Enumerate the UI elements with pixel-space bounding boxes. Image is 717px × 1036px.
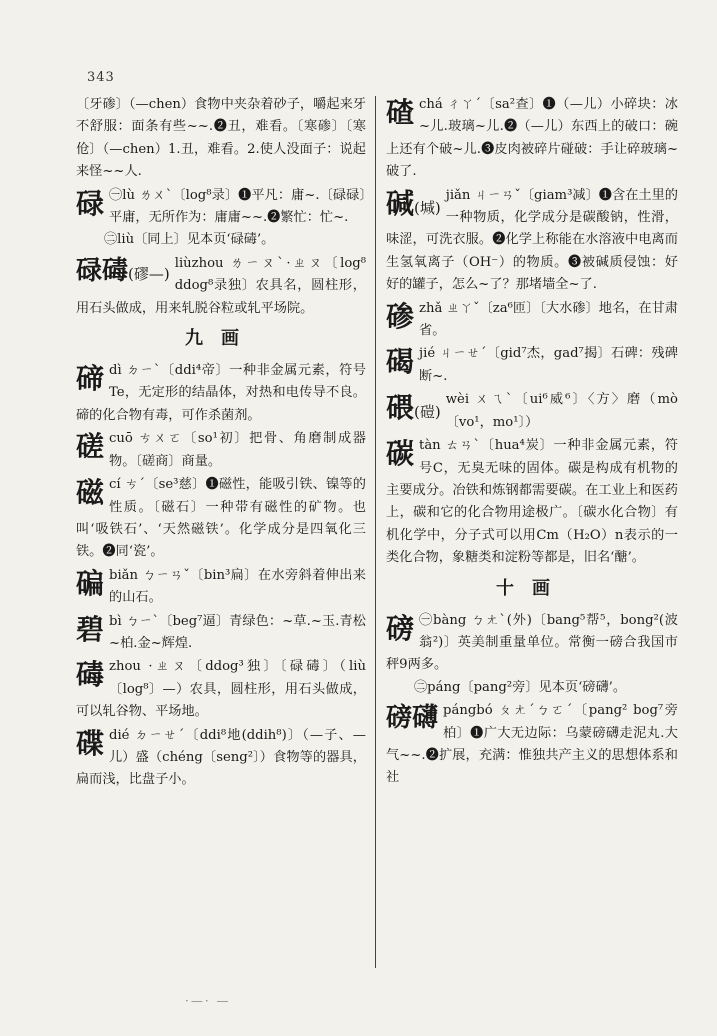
entry-body: dié ㄉㄧㄝˊ〔ddi⁸地(ddih⁸)〕（—子、—儿）盛（chéng〔seng²〕）食物等的器具，扁而浅，比盘子小。 <box>76 727 366 788</box>
headword-variant: (磟—) <box>128 264 170 283</box>
headword: 磋 <box>76 430 105 464</box>
entry-body: biǎn ㄅㄧㄢˇ〔bin³扁〕在水旁斜着伸出来的山石。 <box>109 567 366 606</box>
headword: 碡 <box>76 658 105 692</box>
entry-bian <box>76 565 366 610</box>
headword: 碟 <box>76 726 105 760</box>
headword: 碣 <box>386 345 415 379</box>
headword-variant: (磑) <box>414 403 441 422</box>
entry-body: pángbó ㄆㄤˊㄅㄛˊ〔pang² bog⁷旁柏〕❶广大无边际：乌蒙磅礴走泥丸.大气~~.❷扩展，充满：惟独共产主义的思想体系和社 <box>386 703 678 786</box>
section-heading-ten-strokes: 十画 <box>496 577 568 599</box>
entry-wei <box>386 389 678 434</box>
page-number: 343 <box>87 70 115 85</box>
headword: 磁 <box>76 476 105 510</box>
headword-compound <box>76 255 170 290</box>
entry-body: zhǎ ㄓㄚˇ〔za⁶匝〕〔大水碜〕地名，在甘肃省。 <box>419 300 678 339</box>
entry-body: jiǎn ㄐㄧㄢˇ〔giam³减〕❶含在土里的一种物质，化学成分是碳酸钠，性滑，味涩，可洗衣服。❷化学上称能在水溶液中电离而生氢氧离子（OH⁻）的物质。❸被碱质侵蚀：好好的罐子，怎么~了？那堵墙全~了. <box>386 187 678 293</box>
headword-with-variant <box>386 391 441 429</box>
entry-di <box>76 360 366 427</box>
continuation-body: 〔牙碜〕（—chen）食物中夹杂着砂子，嚼起来牙不舒服：面条有些~~.❷丑，难看。〔寒碜〕〔寒伧〕（—chen）1.丑，难看。2.使人没面子：说起来怪~~人. <box>76 97 366 180</box>
continuation-text <box>76 94 366 184</box>
headword-text: 碌碡 <box>76 255 129 286</box>
entry-body: ㊀bàng ㄅㄤˋ(外)〔bang⁵帮⁵，bong²(波翁²)〕英美制重量单位。常衡一磅合我国市秤9两多。 <box>386 612 678 673</box>
headword: 碴 <box>386 96 415 129</box>
entry-body: jié ㄐㄧㄝˊ〔gid⁷杰，gad⁷揭〕石碑：残碑断~. <box>419 346 678 384</box>
headword: 碳 <box>386 437 415 471</box>
entry-sub-reading: ㊁liù〔同上〕见本页‘碌碡’。 <box>104 232 275 248</box>
entry-cuo <box>76 428 366 473</box>
entry-bi <box>76 611 366 656</box>
entry-body: liùzhou ㄌㄧㄡˋ·ㄓㄡ〔log⁸ ddog⁸录独〕农具名，圆柱形，用石头做成，用来轧脱谷粒或轧平场院。 <box>76 255 366 316</box>
entry-bang <box>386 610 678 700</box>
entry-body: zhou ·ㄓㄡ〔ddog³独〕〔碌碡〕（liù〔log⁸〕—）农具，圆柱形，用石头做成，可以轧谷物、平场地。 <box>76 659 366 720</box>
entry-pangbo <box>386 700 678 790</box>
headword: 碜 <box>386 299 415 333</box>
entry-ci <box>76 474 366 564</box>
right-column <box>386 94 678 791</box>
headword-compound: 磅礴 <box>386 703 439 734</box>
headword: 磅 <box>386 611 415 645</box>
entry-body: tàn ㄊㄢˋ〔hua⁴炭〕一种非金属元素，符号C，无臭无味的固体。碳是构成有机物的主要成分。冶铁和炼钢都需要碳。在工业上和医药上，碳和它的化合物用途极广。〔碳水化合物〕有机化学中，分子式可以用Cm（H₂O）n表示的一类化合物，象糖类和淀粉等都是，旧名‘醣’。 <box>386 438 678 566</box>
headword: 碧 <box>76 612 105 646</box>
headword-text: 碱 <box>386 186 415 220</box>
column-divider <box>375 96 376 968</box>
entry-sub-reading: ㊁páng〔pang²旁〕见本页‘磅礴’。 <box>414 679 627 695</box>
entry-body: dì ㄉㄧˋ〔ddi⁴帝〕一种非金属元素，符号Te，无定形的结晶体，对热和电传导不良。碲的化合物有毒，可作杀菌剂。 <box>76 363 366 423</box>
headword: 碲 <box>76 362 105 396</box>
entry-body: wèi ㄨㄟˋ〔ui⁶威⁶〕〈方〉磨（mò〔vo¹，mo¹〕） <box>445 392 678 430</box>
entry-body: cí ㄘˊ〔se³慈〕❶磁性，能吸引铁、镍等的性质。〔磁石〕一种带有磁性的矿物。也叫‘吸铁石’、‘天然磁铁’。化学成分是四氧化三铁。❷同‘瓷’。 <box>76 477 366 560</box>
entry-body: cuō ㄘㄨㄛ〔so¹初〕把骨、角磨制成器物。〔磋商〕商量。 <box>109 431 366 469</box>
entry-die <box>76 725 366 792</box>
entry-zha <box>386 298 678 343</box>
entry-liuzhou <box>76 253 366 320</box>
entry-jie <box>386 343 678 388</box>
entry-tan <box>386 435 678 569</box>
left-column <box>76 94 366 793</box>
entry-zhou <box>76 656 366 723</box>
headword: 碥 <box>76 566 105 600</box>
entry-cha <box>386 94 678 184</box>
entry-lu <box>76 185 366 252</box>
entry-body: chá ㄔㄚˊ〔sa²查〕❶（—儿）小碎块：冰~儿.玻璃~儿.❷（—儿）东西上的破口：碗上还有个破~儿.❸皮肉被碎片碰破：手让碎玻璃~破了. <box>386 97 678 180</box>
bottom-margin-mark: ·—· — <box>185 994 231 1008</box>
entry-body: bì ㄅㄧˋ〔beg⁷逼〕青绿色：~草.~玉.青松~柏.金~辉煌. <box>109 613 366 651</box>
headword-with-variant <box>386 187 441 225</box>
entry-body: ㊀lù ㄌㄨˋ〔log⁸录〕❶平凡：庸~.〔碌碌〕平庸，无所作为：庸庸~~.❷繁忙：忙~. <box>109 187 366 226</box>
headword-variant: (堿) <box>414 198 441 217</box>
headword-text: 碨 <box>386 391 415 425</box>
headword: 碌 <box>76 186 105 220</box>
section-heading-nine-strokes: 九画 <box>185 328 257 350</box>
entry-jian <box>386 185 678 297</box>
